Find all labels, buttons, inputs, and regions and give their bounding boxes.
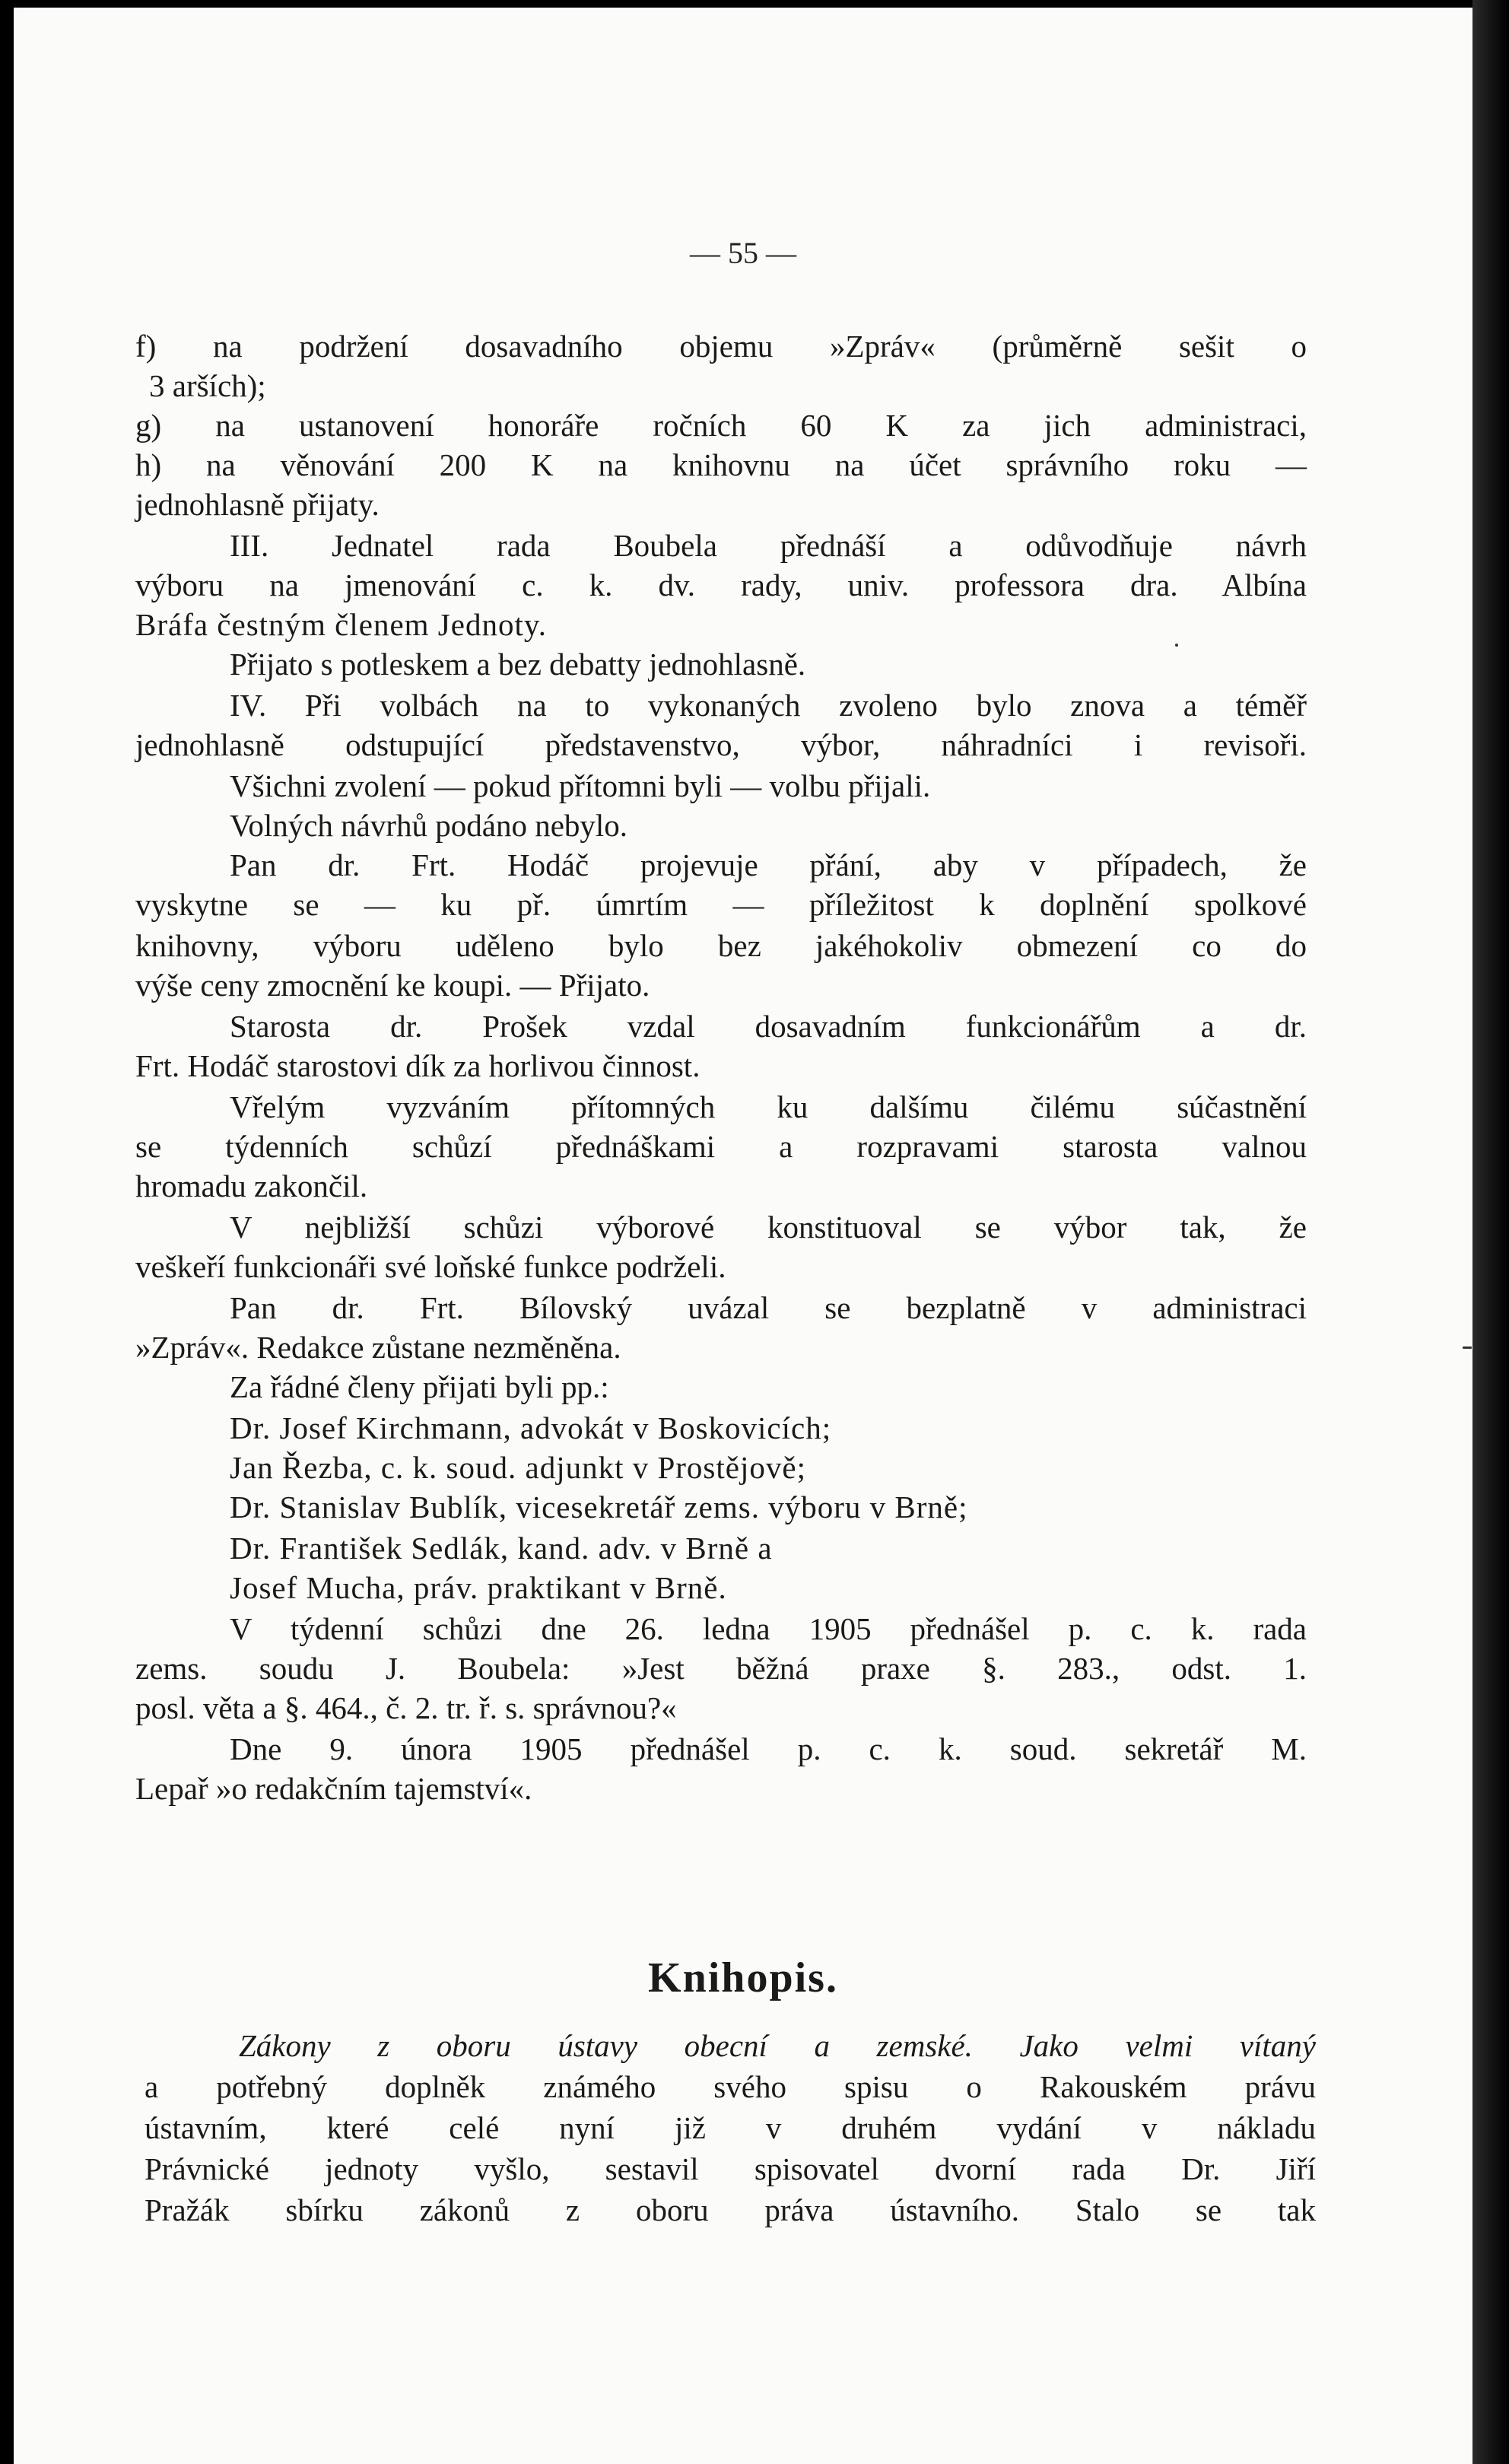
line-text: IV. Při volbách na to vykonaných zvoleno bylo znova a téměř (230, 688, 1307, 723)
text-line (230, 1486, 1401, 1528)
line-text: Pan dr. Frt. Hodáč projevuje přání, aby v případech, že (230, 847, 1307, 882)
text-line (230, 685, 1307, 726)
text-line (135, 724, 1307, 765)
line-text: III. Jednatel rada Boubela přednáší a odůvodňuje návrh (230, 528, 1307, 563)
text-line (135, 965, 1307, 1006)
line-text: Přijato s potleskem a bez debatty jednohlasně. (230, 647, 806, 682)
text-line (230, 1287, 1307, 1328)
line-text: ústavním, které celé nyní již v druhém vydání v nákladu (145, 2110, 1316, 2145)
text-line (230, 1207, 1307, 1248)
text-line (230, 1407, 1401, 1448)
text-line (230, 844, 1307, 885)
text-line (239, 2025, 1316, 2066)
line-text: Dr. Josef Kirchmann, advokát v Boskovicích; (230, 1410, 832, 1445)
text-line (135, 1126, 1307, 1167)
text-line (230, 1006, 1307, 1047)
text-line (135, 884, 1307, 925)
line-text: Pan dr. Frt. Bílovský uvázal se bezplatně v administraci (230, 1290, 1307, 1325)
line-text: g) na ustanovení honoráře ročních 60 K za jich administraci, (135, 408, 1307, 443)
line-text: Vřelým vyzváním přítomných ku dalšímu čilému súčastnění (230, 1089, 1307, 1124)
text-line (135, 484, 1307, 525)
text-line (135, 444, 1307, 485)
line-text: Zákony z oboru ústavy obecní a zemské. Jako velmi vítaný (239, 2028, 1316, 2063)
text-line (135, 604, 1307, 645)
line-text: V týdenní schůzi dne 26. ledna 1905 přednášel p. c. k. rada (230, 1611, 1307, 1646)
text-line (135, 1327, 1307, 1368)
scan-edge (1472, 0, 1509, 2464)
line-text: Všichni zvolení — pokud přítomni byli — volbu přijali. (230, 768, 931, 803)
line-text: výše ceny zmocnění ke koupi. — Přijato. (135, 968, 650, 1003)
text-line (135, 1648, 1307, 1689)
text-line (135, 925, 1307, 966)
line-text: Frt. Hodáč starostovi dík za horlivou činnost. (135, 1048, 700, 1083)
text-line (135, 1165, 1307, 1207)
line-text: f) na podržení dosavadního objemu »Zpráv« (průměrně sešit o (135, 329, 1307, 364)
line-text: se týdenních schůzí přednáškami a rozpravami starosta valnou (135, 1129, 1307, 1164)
text-line (230, 805, 1401, 846)
line-text: Jan Řezba, c. k. soud. adjunkt v Prostějově; (230, 1450, 806, 1485)
line-text: Josef Mucha, práv. praktikant v Brně. (230, 1570, 727, 1605)
line-text: jednohlasně odstupující představenstvo, výbor, náhradníci i revisoři. (135, 727, 1307, 762)
text-line (145, 2189, 1316, 2230)
page-sheet (14, 8, 1472, 2464)
text-line (230, 1528, 1401, 1569)
line-text: Právnické jednoty vyšlo, sestavil spisovatel dvorní rada Dr. Jiří (145, 2151, 1316, 2186)
text-line (230, 1567, 1401, 1608)
text-line (149, 365, 1320, 406)
text-line (135, 564, 1307, 606)
line-text: 3 arších); (149, 368, 266, 403)
text-line (230, 1608, 1307, 1649)
line-text: Bráfa čestným členem Jednoty. (135, 607, 547, 642)
text-line (230, 1086, 1307, 1127)
line-text: Dr. František Sedlák, kand. adv. v Brně a (230, 1531, 773, 1566)
line-text: výboru na jmenování c. k. dv. rady, univ. professora dra. Albína (135, 568, 1307, 602)
line-text: »Zpráv«. Redakce zůstane nezměněna. (135, 1330, 621, 1365)
text-line (230, 765, 1401, 806)
line-text: h) na věnování 200 K na knihovnu na účet správního roku — (135, 447, 1307, 482)
line-text: Dne 9. února 1905 přednášel p. c. k. soud. sekretář M. (230, 1731, 1307, 1766)
line-text: Lepař »o redakčním tajemství«. (135, 1771, 532, 1806)
line-text: vyskytne se — ku př. úmrtím — příležitost k doplnění spolkové (135, 887, 1307, 922)
text-line (135, 1687, 1307, 1728)
line-text: Dr. Stanislav Bublík, vicesekretář zems. výboru v Brně; (230, 1490, 968, 1525)
line-text: zems. soudu J. Boubela: »Jest běžná praxe §. 283., odst. 1. (135, 1651, 1307, 1686)
text-line (135, 405, 1307, 446)
line-text: Za řádné členy přijati byli pp.: (230, 1369, 609, 1404)
line-text: knihovny, výboru uděleno bylo bez jakéhokoliv obmezení co do (135, 928, 1307, 963)
print-speck (1463, 1346, 1472, 1349)
text-line (230, 1447, 1401, 1488)
line-text: posl. věta a §. 464., č. 2. tr. ř. s. správnou?« (135, 1690, 677, 1725)
section-heading: Knihopis. (648, 1954, 838, 2001)
text-line (145, 2107, 1316, 2148)
text-line (230, 1728, 1307, 1769)
text-line (145, 2148, 1316, 2189)
text-line (135, 326, 1307, 367)
text-line (135, 1246, 1307, 1287)
print-speck (1175, 644, 1178, 647)
line-text: V nejbližší schůzi výborové konstituoval se výbor tak, že (230, 1210, 1307, 1245)
line-text: jednohlasně přijaty. (135, 487, 380, 522)
line-text: veškeří funkcionáři své loňské funkce podrželi. (135, 1249, 726, 1284)
line-text: Pražák sbírku zákonů z oboru práva ústavního. Stalo se tak (145, 2192, 1316, 2227)
text-line (145, 2066, 1316, 2107)
text-line (230, 1366, 1401, 1407)
line-text: hromadu zakončil. (135, 1168, 368, 1203)
text-line (230, 525, 1307, 566)
line-text: Volných návrhů podáno nebylo. (230, 808, 628, 843)
line-text: Starosta dr. Prošek vzdal dosavadním funkcionářům a dr. (230, 1009, 1307, 1044)
line-text: a potřebný doplněk známého svého spisu o Rakouském právu (145, 2069, 1316, 2104)
text-line (135, 1045, 1307, 1086)
text-line (135, 1768, 1307, 1809)
text-line (230, 644, 1401, 685)
page-number: — 55 — (690, 236, 796, 270)
